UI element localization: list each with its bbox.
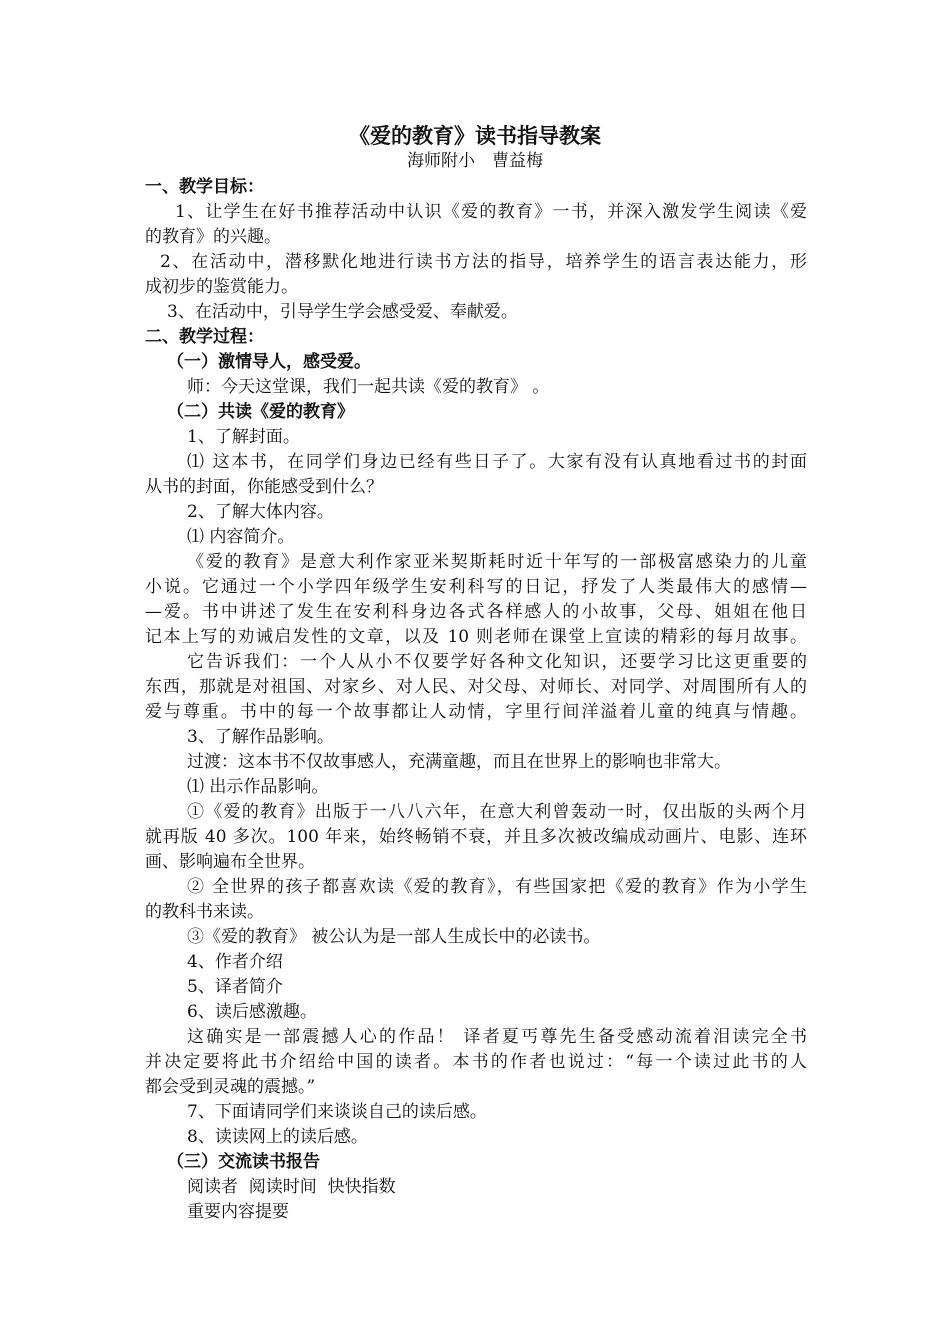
author-line: 海师附小 曹益梅 — [407, 151, 543, 171]
summary-line-4: 记本上写的劝诫启发性的文章，以及 10 则老师在课堂上宣读的精彩的每月故事。 — [145, 627, 807, 647]
cover-question-line-1: ⑴ 这本书，在同学们身边已经有些日子了。大家有没有认真地看过书的封面 — [187, 452, 807, 472]
part-3-heading: （三）交流读书报告 — [167, 1152, 320, 1172]
influence-1-line-2: 就再版 40 多次。100 年来，始终畅销不衰，并且多次被改编成动画片、电影、连环 — [145, 827, 807, 847]
goal-3: 3、在活动中，引导学生学会感受爱、奉献爱。 — [167, 302, 518, 322]
goal-2-line-2: 成初步的鉴赏能力。 — [145, 277, 298, 297]
content-summary-label: ⑴ 内容简介。 — [187, 527, 295, 547]
influence-1-line-1: ①《爱的教育》出版于一八八六年，在意大利曾轰动一时，仅出版的头两个月 — [187, 802, 807, 822]
goal-2-line-1: 2、在活动中，潜移默化地进行读书方法的指导，培养学生的语言表达能力，形 — [160, 252, 807, 272]
cover-question-line-2: 从书的封面，你能感受到什么？ — [145, 477, 383, 497]
goal-1-line-2: 的教育》的兴趣。 — [145, 227, 281, 247]
item-5-translator: 5、译者简介 — [187, 977, 283, 997]
item-1-cover: 1、了解封面。 — [187, 427, 300, 447]
reflection-line-3: 都会受到灵魂的震撼。” — [145, 1077, 316, 1097]
section-heading-process: 二、教学过程： — [145, 327, 264, 347]
influence-3: ③《爱的教育》 被公认为是一部人生成长中的必读书。 — [187, 927, 601, 947]
part-2-heading: （二）共读《爱的教育》 — [167, 402, 354, 422]
reflection-line-2: 并决定要将此书介绍给中国的读者。本书的作者也说过：“每一个读过此书的人 — [145, 1052, 807, 1072]
summary-line-2: 小说。它通过一个小学四年级学生安利科写的日记，抒发了人类最伟大的感情— — [145, 577, 807, 597]
influence-2-line-1: ② 全世界的孩子都喜欢读《爱的教育》，有些国家把《爱的教育》作为小学生 — [187, 877, 807, 897]
part-1-heading: （一）激情导人，感受爱。 — [167, 352, 371, 372]
item-3-influence: 3、了解作品影响。 — [187, 727, 334, 747]
reflection-line-1: 这确实是一部震撼人心的作品！ 译者夏丐尊先生备受感动流着泪读完全书 — [187, 1027, 807, 1047]
report-summary-label: 重要内容提要 — [187, 1202, 289, 1222]
goal-1-line-1: 1、让学生在好书推荐活动中认识《爱的教育》一书，并深入激发学生阅读《爱 — [175, 202, 807, 222]
part-1-text: 师：今天这堂课，我们一起共读《爱的教育》 。 — [187, 377, 550, 397]
message-line-1: 它告诉我们：一个人从小不仅要学好各种文化知识，还要学习比这更重要的 — [187, 652, 807, 672]
message-line-2: 东西，那就是对祖国、对家乡、对人民、对父母、对师长、对同学、对周围所有人的 — [145, 677, 807, 697]
document-title: 《爱的教育》读书指导教案 — [349, 123, 601, 148]
transition-text: 过渡：这本书不仅故事感人，充满童趣，而且在世界上的影响也非常大。 — [187, 752, 731, 772]
section-heading-goals: 一、教学目标： — [145, 177, 264, 197]
message-line-3: 爱与尊重。书中的每一个故事都让人动情，字里行间洋溢着儿童的纯真与情趣。 — [145, 702, 807, 722]
item-7-share: 7、下面请同学们来谈谈自己的读后感。 — [187, 1102, 487, 1122]
report-fields-row: 阅读者 阅读时间 快快指数 — [187, 1177, 396, 1197]
summary-line-3: —爱。书中讲述了发生在安利科身边各式各样感人的小故事，父母、姐姐在他日 — [145, 602, 807, 622]
influence-label: ⑴ 出示作品影响。 — [187, 777, 329, 797]
item-4-author: 4、作者介绍 — [187, 952, 283, 972]
summary-line-1: 《爱的教育》是意大利作家亚米契斯耗时近十年写的一部极富感染力的儿童 — [187, 552, 807, 572]
item-2-content: 2、了解大体内容。 — [187, 502, 334, 522]
influence-1-line-3: 画、影响遍布全世界。 — [145, 852, 315, 872]
item-6-reflection: 6、读后感激趣。 — [187, 1002, 317, 1022]
item-8-online: 8、读读网上的读后感。 — [187, 1127, 368, 1147]
influence-2-line-2: 的教科书来读。 — [145, 902, 264, 922]
